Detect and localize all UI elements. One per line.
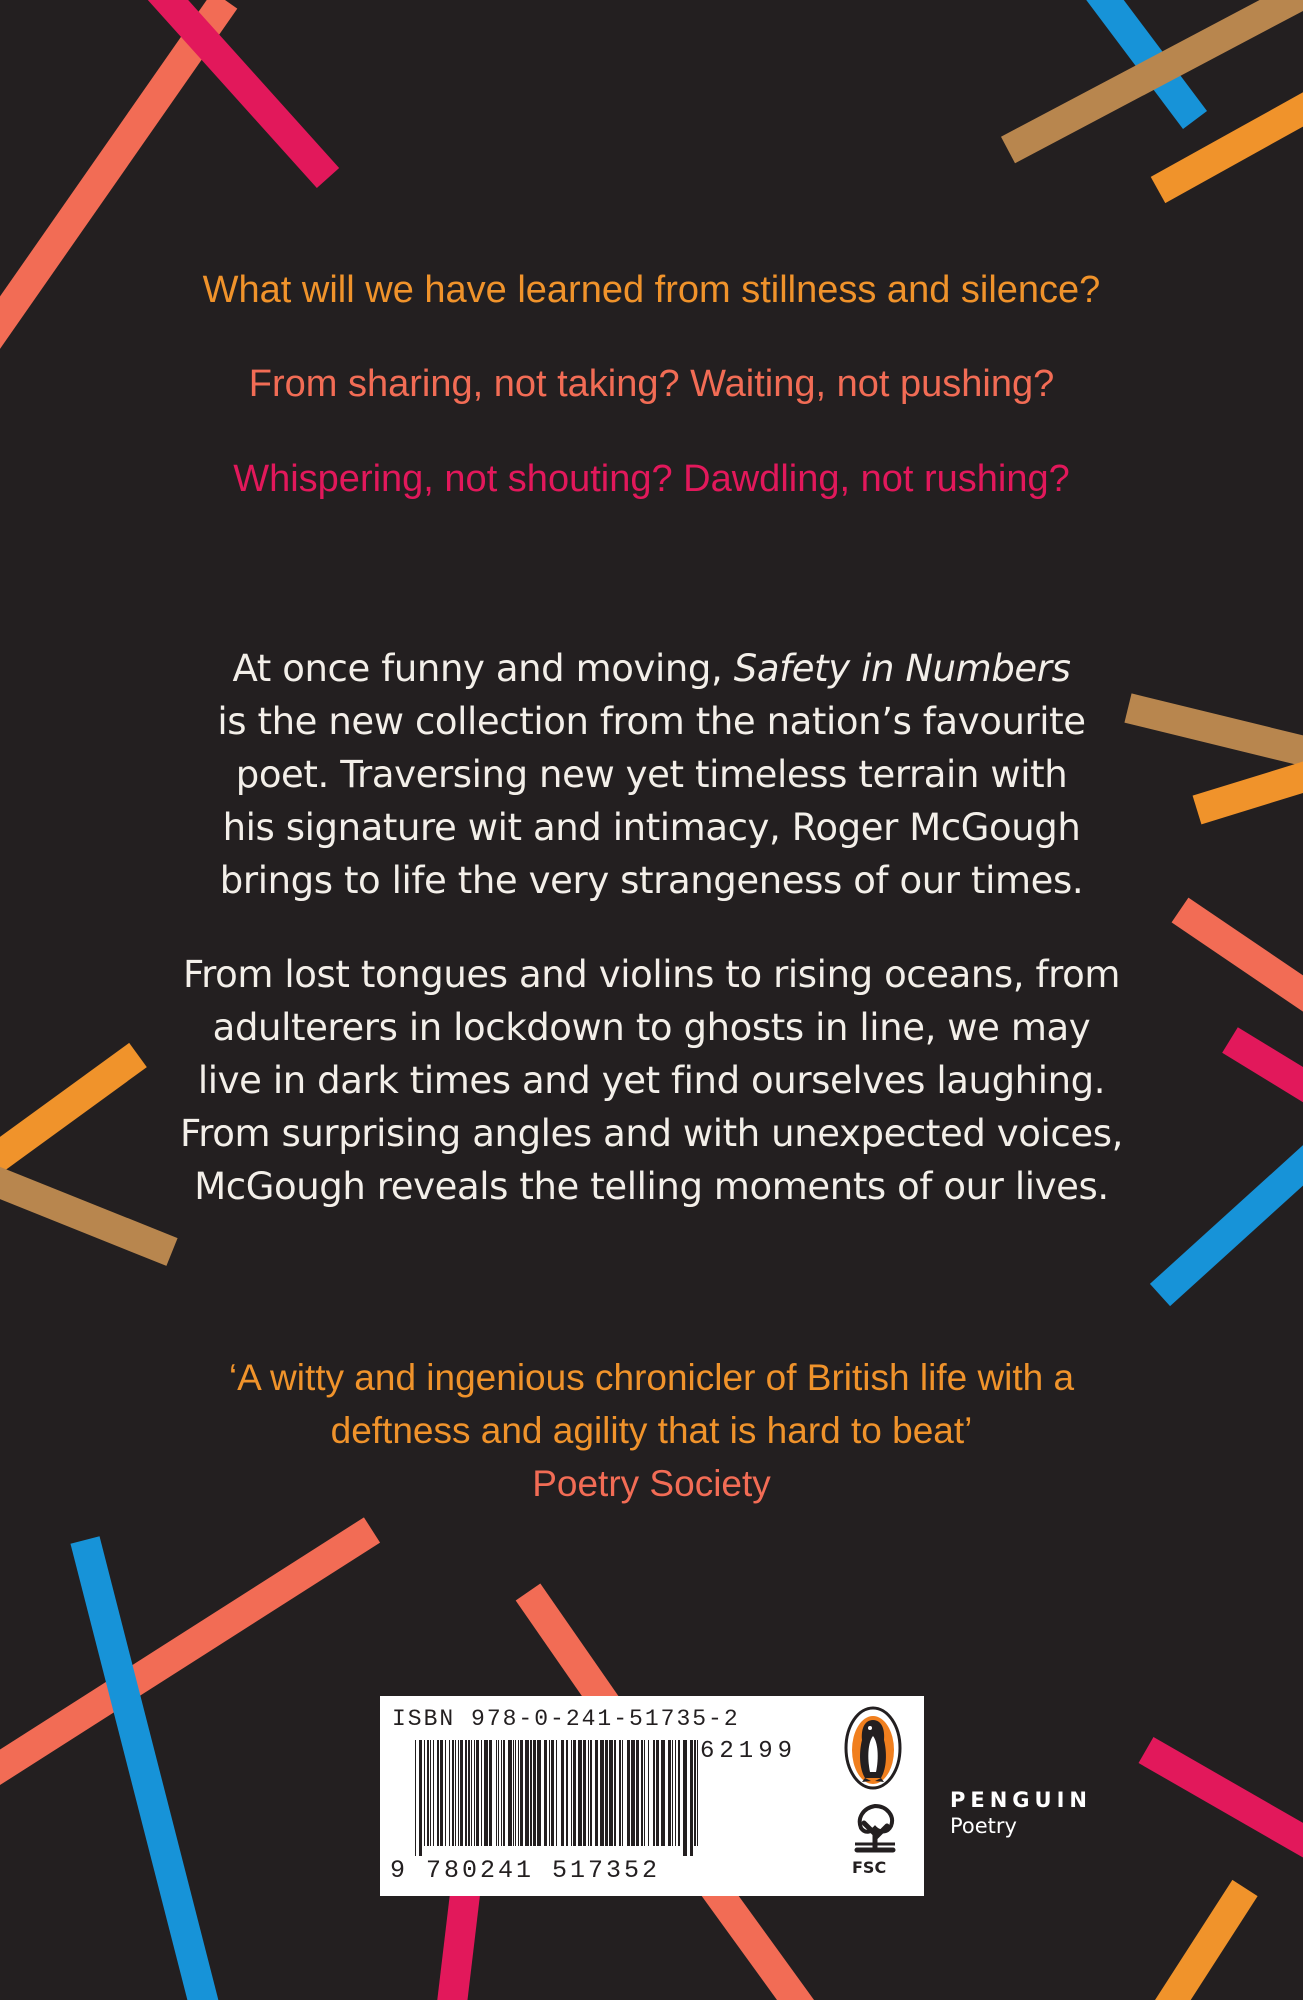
barcode-bar — [537, 1740, 541, 1846]
blurb-line: brings to life the very strangeness of our times. — [219, 859, 1084, 902]
barcode-bar — [690, 1740, 693, 1856]
barcode-bar — [648, 1740, 649, 1846]
review-quote-line-2: deftness and agility that is hard to beat’ — [330, 1410, 973, 1451]
barcode-bar — [614, 1740, 616, 1846]
stick — [0, 0, 225, 380]
barcode-bar — [600, 1740, 604, 1846]
barcode-bar — [566, 1740, 568, 1846]
fsc-tree-icon — [847, 1800, 903, 1856]
penguin-logo-icon — [844, 1706, 902, 1790]
stick — [85, 1540, 208, 2000]
question-line-2: From sharing, not taking? Waiting, not pushing? — [248, 363, 1055, 405]
stick — [0, 1530, 372, 1780]
barcode-bar — [636, 1740, 639, 1846]
fsc-label: FSC — [852, 1858, 887, 1877]
barcode-bar — [471, 1740, 472, 1846]
barcode-bar — [653, 1740, 655, 1846]
barcode-panel — [380, 1696, 924, 1896]
barcode-bar — [481, 1740, 482, 1846]
barcode-bar — [619, 1740, 621, 1846]
imprint — [950, 1788, 1092, 1838]
review-quote-line-1: ‘A witty and ingenious chronicler of British life with a — [228, 1357, 1075, 1398]
barcode-bar — [508, 1740, 512, 1846]
barcode-bar — [590, 1740, 592, 1846]
barcode-bar — [433, 1740, 434, 1846]
barcode-bar — [468, 1740, 470, 1846]
barcode-bar — [556, 1740, 557, 1846]
blurb-text: At once funny and moving, — [232, 647, 734, 690]
barcode-bar — [595, 1740, 598, 1846]
question-line-1: What will we have learned from stillness and silence? — [202, 269, 1101, 311]
barcode-bar — [544, 1740, 547, 1846]
quote-source: Poetry Society — [532, 1463, 771, 1504]
barcode-bar — [668, 1740, 671, 1846]
barcode-bar — [549, 1740, 550, 1846]
barcode-bar — [571, 1740, 572, 1846]
imprint-name: PENGUIN — [950, 1788, 1092, 1812]
stick — [1160, 1888, 1245, 2000]
blurb-line: live in dark times and yet find ourselves laughing. — [197, 1059, 1106, 1102]
barcode-bar — [437, 1740, 439, 1846]
barcode-bar — [476, 1740, 479, 1846]
stick — [1146, 1750, 1303, 1850]
barcode-bar — [515, 1740, 516, 1846]
barcode-bar — [525, 1740, 529, 1846]
barcode-icon — [415, 1740, 705, 1856]
barcode-bar — [455, 1740, 456, 1846]
barcode-bar — [496, 1740, 497, 1846]
barcode-bar — [419, 1740, 422, 1856]
isbn-digits: 9 780241 517352 — [390, 1856, 661, 1885]
barcode-bar — [430, 1740, 431, 1846]
barcode-bar — [661, 1740, 665, 1846]
blurb-line: McGough reveals the telling moments of our lives. — [194, 1165, 1109, 1208]
barcode-bar — [683, 1740, 687, 1856]
barcode-bar — [415, 1740, 416, 1856]
barcode-bar — [427, 1740, 429, 1846]
barcode-bar — [551, 1740, 554, 1846]
blurb-line: his signature wit and intimacy, Roger McGough — [222, 806, 1081, 849]
blurb-line: poet. Traversing new yet timeless terrain with — [235, 753, 1068, 796]
barcode-bar — [631, 1740, 635, 1846]
barcode-bar — [533, 1740, 536, 1846]
barcode-bar — [694, 1740, 696, 1846]
barcode-bar — [530, 1740, 532, 1846]
barcode-bar — [498, 1740, 499, 1846]
barcode-bar — [588, 1740, 589, 1846]
barcode-bar — [460, 1740, 463, 1846]
blurb-line: From surprising angles and with unexpected voices, — [180, 1112, 1123, 1155]
blurb-line: adulterers in lockdown to ghosts in line, we may — [212, 1006, 1091, 1049]
barcode-bar — [513, 1740, 514, 1846]
barcode-bar — [697, 1740, 698, 1846]
barcode-bar — [672, 1740, 673, 1846]
barcode-bar — [561, 1740, 564, 1846]
barcode-bar — [520, 1740, 523, 1846]
barcode-bar — [641, 1740, 643, 1846]
imprint-series: Poetry — [950, 1814, 1017, 1838]
barcode-bar — [449, 1740, 450, 1846]
barcode-bar — [452, 1740, 454, 1846]
barcode-bar — [503, 1740, 505, 1846]
barcode-bar — [675, 1740, 676, 1846]
barcode-bar — [501, 1740, 502, 1846]
barcode-bar — [440, 1740, 443, 1846]
barcode-bar — [484, 1740, 488, 1846]
barcode-bar — [644, 1740, 645, 1846]
barcode-bar — [518, 1740, 519, 1846]
question-line-3: Whispering, not shouting? Dawdling, not rushing? — [233, 458, 1070, 500]
barcode-bar — [627, 1740, 630, 1846]
barcode-bar — [474, 1740, 475, 1846]
barcode-bar — [458, 1740, 459, 1846]
blurb-line — [0, 647, 1303, 690]
blurb-line: From lost tongues and violins to rising oceans, from — [182, 953, 1121, 996]
barcode-bar — [609, 1740, 613, 1846]
barcode-bar — [445, 1740, 446, 1846]
barcode-bar — [578, 1740, 582, 1846]
book-title: Safety in Numbers — [733, 647, 1071, 690]
barcode-bar — [583, 1740, 586, 1846]
barcode-bar — [678, 1740, 680, 1846]
barcode-bar — [622, 1740, 623, 1846]
isbn-label: ISBN 978-0-241-51735-2 — [392, 1706, 740, 1732]
barcode-bar — [489, 1740, 492, 1846]
barcode-bar — [465, 1740, 467, 1846]
barcode-bar — [573, 1740, 576, 1846]
barcode-bar — [605, 1740, 608, 1846]
price-code: 62199 — [700, 1738, 798, 1765]
barcode-bar — [656, 1740, 659, 1846]
blurb-line: is the new collection from the nation’s favourite — [217, 700, 1086, 743]
barcode-bar — [424, 1740, 425, 1846]
